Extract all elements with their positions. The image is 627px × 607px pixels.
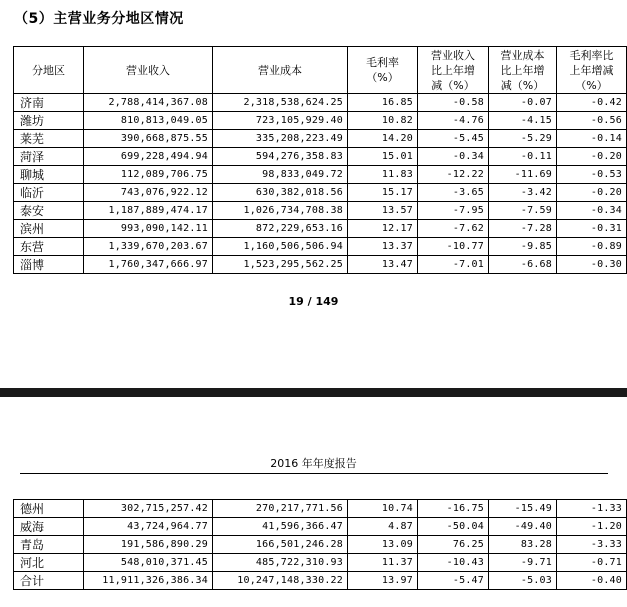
margin-change-cell: -0.40 xyxy=(557,572,627,590)
revenue-cell: 699,228,494.94 xyxy=(84,148,213,166)
region-cell: 临沂 xyxy=(14,184,84,202)
margin-change-cell: -0.30 xyxy=(557,256,627,274)
header-cost-change xyxy=(489,47,557,94)
region-cell: 河北 xyxy=(14,554,84,572)
region-cell: 潍坊 xyxy=(14,112,84,130)
cost-change-cell: -9.71 xyxy=(489,554,557,572)
margin-change-cell: -0.89 xyxy=(557,238,627,256)
region-cell: 淄博 xyxy=(14,256,84,274)
gross-margin-cell: 11.37 xyxy=(348,554,418,572)
gross-margin-cell: 12.17 xyxy=(348,220,418,238)
cost-change-cell: -9.85 xyxy=(489,238,557,256)
header-revenue: 营业收入 xyxy=(84,47,213,94)
header-margin-change-line3: （%） xyxy=(575,78,608,92)
revenue-change-cell: -0.58 xyxy=(418,94,489,112)
revenue-cell: 302,715,257.42 xyxy=(84,500,213,518)
cost-change-cell: -11.69 xyxy=(489,166,557,184)
revenue-change-cell: -50.04 xyxy=(418,518,489,536)
cost-change-cell: -3.42 xyxy=(489,184,557,202)
cost-cell: 10,247,148,330.22 xyxy=(213,572,348,590)
revenue-cell: 810,813,049.05 xyxy=(84,112,213,130)
table-row xyxy=(14,94,627,112)
region-cell: 莱芜 xyxy=(14,130,84,148)
revenue-cell: 112,089,706.75 xyxy=(84,166,213,184)
cost-change-cell: -5.03 xyxy=(489,572,557,590)
revenue-cell: 390,668,875.55 xyxy=(84,130,213,148)
margin-change-cell: -0.53 xyxy=(557,166,627,184)
page-separator xyxy=(0,388,627,397)
margin-change-cell: -0.14 xyxy=(557,130,627,148)
gross-margin-cell: 13.97 xyxy=(348,572,418,590)
header-cost-change-line2: 比上年增 xyxy=(500,63,545,77)
gross-margin-cell: 15.17 xyxy=(348,184,418,202)
cost-cell: 335,208,223.49 xyxy=(213,130,348,148)
revenue-cell: 743,076,922.12 xyxy=(84,184,213,202)
cost-cell: 630,382,018.56 xyxy=(213,184,348,202)
margin-change-cell: -0.71 xyxy=(557,554,627,572)
gross-margin-cell: 13.47 xyxy=(348,256,418,274)
cost-change-cell: -6.68 xyxy=(489,256,557,274)
gross-margin-cell: 11.83 xyxy=(348,166,418,184)
table-row xyxy=(14,202,627,220)
margin-change-cell: -1.20 xyxy=(557,518,627,536)
region-cell: 合计 xyxy=(14,572,84,590)
gross-margin-cell: 15.01 xyxy=(348,148,418,166)
table-body-top xyxy=(14,94,627,274)
header-revenue-change-line3: 减（%） xyxy=(431,78,475,92)
revenue-cell: 191,586,890.29 xyxy=(84,536,213,554)
table-row xyxy=(14,130,627,148)
region-cell: 滨州 xyxy=(14,220,84,238)
revenue-change-cell: -16.75 xyxy=(418,500,489,518)
gross-margin-cell: 14.20 xyxy=(348,130,418,148)
header-revenue-change-line1: 营业收入 xyxy=(431,48,475,62)
region-cell: 菏泽 xyxy=(14,148,84,166)
cost-change-cell: -0.11 xyxy=(489,148,557,166)
cost-change-cell: -0.07 xyxy=(489,94,557,112)
cost-cell: 872,229,653.16 xyxy=(213,220,348,238)
gross-margin-cell: 10.82 xyxy=(348,112,418,130)
table-row xyxy=(14,166,627,184)
margin-change-cell: -3.33 xyxy=(557,536,627,554)
region-cell: 济南 xyxy=(14,94,84,112)
header-revenue-change xyxy=(418,47,489,94)
cost-cell: 41,596,366.47 xyxy=(213,518,348,536)
margin-change-cell: -0.42 xyxy=(557,94,627,112)
margin-change-cell: -0.20 xyxy=(557,184,627,202)
header-gross-margin-line2: （%） xyxy=(366,71,399,84)
margin-change-cell: -0.31 xyxy=(557,220,627,238)
revenue-change-cell: -5.47 xyxy=(418,572,489,590)
header-region: 分地区 xyxy=(14,47,84,94)
revenue-change-cell: -10.43 xyxy=(418,554,489,572)
cost-change-cell: -15.49 xyxy=(489,500,557,518)
gross-margin-cell: 13.57 xyxy=(348,202,418,220)
table-row xyxy=(14,256,627,274)
revenue-cell: 1,760,347,666.97 xyxy=(84,256,213,274)
header-cost-change-line3: 减（%） xyxy=(500,78,545,92)
region-cell: 聊城 xyxy=(14,166,84,184)
cost-cell: 594,276,358.83 xyxy=(213,148,348,166)
cost-change-cell: -4.15 xyxy=(489,112,557,130)
revenue-change-cell: 76.25 xyxy=(418,536,489,554)
region-cell: 威海 xyxy=(14,518,84,536)
cost-change-cell: 83.28 xyxy=(489,536,557,554)
revenue-cell: 548,010,371.45 xyxy=(84,554,213,572)
gross-margin-cell: 4.87 xyxy=(348,518,418,536)
table-row xyxy=(14,184,627,202)
cost-cell: 98,833,049.72 xyxy=(213,166,348,184)
margin-change-cell: -1.33 xyxy=(557,500,627,518)
cost-change-cell: -7.59 xyxy=(489,202,557,220)
table-row xyxy=(14,112,627,130)
cost-change-cell: -5.29 xyxy=(489,130,557,148)
header-margin-change-line1: 毛利率比 xyxy=(569,48,614,62)
header-margin-change xyxy=(557,47,627,94)
header-gross-margin-line1: 毛利率 xyxy=(366,56,399,69)
region-cell: 泰安 xyxy=(14,202,84,220)
table-row xyxy=(14,572,627,590)
margin-change-cell: -0.34 xyxy=(557,202,627,220)
region-cell: 东营 xyxy=(14,238,84,256)
revenue-change-cell: -7.01 xyxy=(418,256,489,274)
gross-margin-cell: 16.85 xyxy=(348,94,418,112)
table-row xyxy=(14,238,627,256)
header-cost: 营业成本 xyxy=(213,47,348,94)
table-row xyxy=(14,554,627,572)
cost-cell: 1,523,295,562.25 xyxy=(213,256,348,274)
table-row xyxy=(14,148,627,166)
cost-cell: 1,160,506,506.94 xyxy=(213,238,348,256)
revenue-change-cell: -7.62 xyxy=(418,220,489,238)
revenue-cell: 993,090,142.11 xyxy=(84,220,213,238)
margin-change-cell: -0.56 xyxy=(557,112,627,130)
table-row xyxy=(14,518,627,536)
revenue-cell: 1,187,889,474.17 xyxy=(84,202,213,220)
table-row xyxy=(14,536,627,554)
table-header-row xyxy=(14,47,627,94)
revenue-change-cell: -0.34 xyxy=(418,148,489,166)
cost-change-cell: -49.40 xyxy=(489,518,557,536)
revenue-change-cell: -5.45 xyxy=(418,130,489,148)
cost-cell: 723,105,929.40 xyxy=(213,112,348,130)
region-cell: 青岛 xyxy=(14,536,84,554)
table-row xyxy=(14,220,627,238)
cost-cell: 485,722,310.93 xyxy=(213,554,348,572)
table-body-bottom xyxy=(14,500,627,590)
region-table-top xyxy=(13,46,627,274)
cost-change-cell: -7.28 xyxy=(489,220,557,238)
gross-margin-cell: 10.74 xyxy=(348,500,418,518)
revenue-cell: 2,788,414,367.08 xyxy=(84,94,213,112)
section-title: （5）主营业务分地区情况 xyxy=(14,11,184,27)
report-title: 2016 年年度报告 xyxy=(270,457,357,470)
revenue-cell: 11,911,326,386.34 xyxy=(84,572,213,590)
cost-cell: 1,026,734,708.38 xyxy=(213,202,348,220)
page-number: 19 / 149 xyxy=(288,295,339,308)
table-row xyxy=(14,500,627,518)
report-header-rule xyxy=(20,473,608,474)
gross-margin-cell: 13.09 xyxy=(348,536,418,554)
header-revenue-change-line2: 比上年增 xyxy=(431,63,475,77)
header-cost-change-line1: 营业成本 xyxy=(500,48,545,62)
header-margin-change-line2: 上年增减 xyxy=(569,63,614,77)
gross-margin-cell: 13.37 xyxy=(348,238,418,256)
margin-change-cell: -0.20 xyxy=(557,148,627,166)
revenue-change-cell: -10.77 xyxy=(418,238,489,256)
revenue-change-cell: -7.95 xyxy=(418,202,489,220)
revenue-change-cell: -4.76 xyxy=(418,112,489,130)
cost-cell: 2,318,538,624.25 xyxy=(213,94,348,112)
header-gross-margin xyxy=(348,47,418,94)
revenue-change-cell: -12.22 xyxy=(418,166,489,184)
region-table-bottom xyxy=(13,499,627,590)
revenue-cell: 1,339,670,203.67 xyxy=(84,238,213,256)
revenue-change-cell: -3.65 xyxy=(418,184,489,202)
region-cell: 德州 xyxy=(14,500,84,518)
cost-cell: 166,501,246.28 xyxy=(213,536,348,554)
cost-cell: 270,217,771.56 xyxy=(213,500,348,518)
revenue-cell: 43,724,964.77 xyxy=(84,518,213,536)
